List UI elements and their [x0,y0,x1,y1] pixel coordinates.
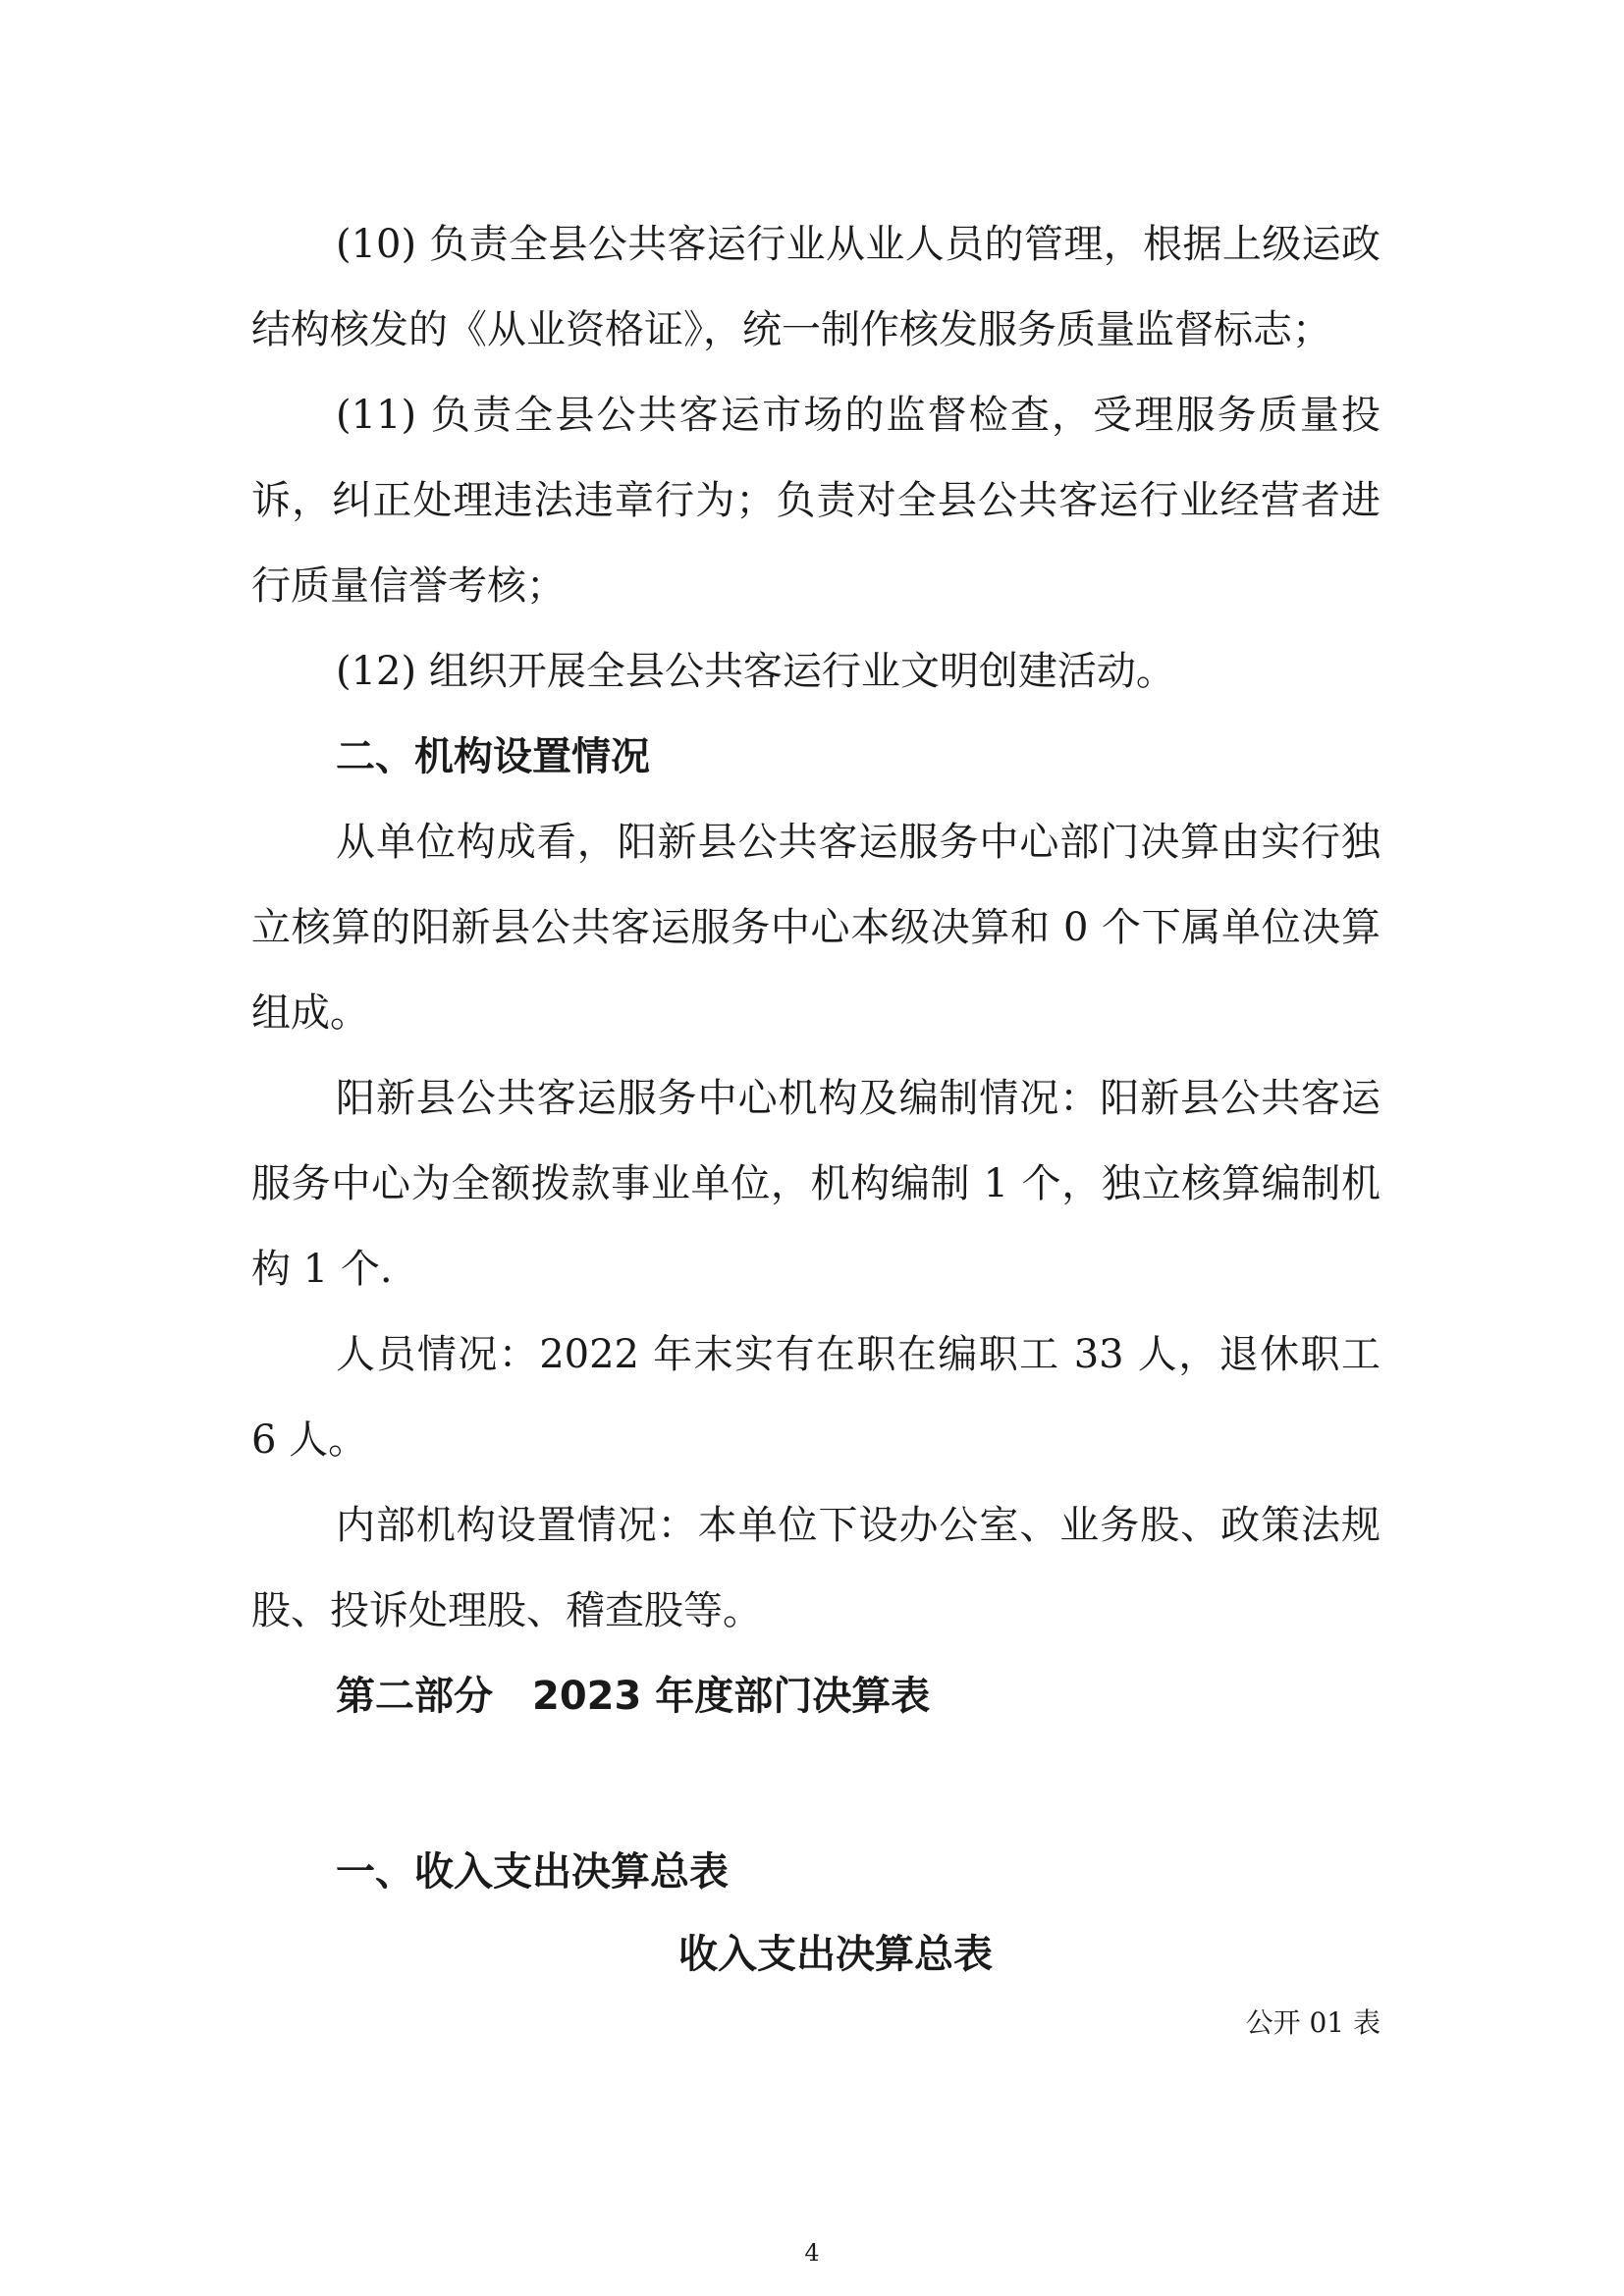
paragraph-unit-composition: 从单位构成看，阳新县公共客运服务中心部门决算由实行独立核算的阳新县公共客运服务中心本级决算和 0 个下属单位决算组成。 [251,820,1380,1036]
paragraph-personnel: 人员情况：2022 年末实有在职在编职工 33 人，退休职工 6 人。 [251,1332,1380,1463]
paragraph-item-10: (10) 负责全县公共客运行业从业人员的管理，根据上级运政结构核发的《从业资格证》，统一制作核发服务质量监督标志； [251,222,1380,352]
table-section-heading: 一、收入支出决算总表 [336,1849,729,1895]
paragraph-item-12: (12) 组织开展全县公共客运行业文明创建活动。 [336,649,1175,694]
spacer [251,1739,1380,1830]
part-two-title: 第二部分 2023 年度部门决算表 [336,1674,931,1719]
section-heading-organization: 二、机构设置情况 [336,734,650,779]
page-number: 4 [804,2239,820,2267]
table-title: 收入支出决算总表 [678,1932,993,1977]
paragraph-staffing: 阳新县公共客运服务中心机构及编制情况：阳新县公共客运服务中心为全额拨款事业单位，机构编制 1 个，独立核算编制机构 1 个. [251,1076,1380,1292]
paragraph-internal-structure: 内部机构设置情况：本单位下设办公室、业务股、政策法规股、投诉处理股、稽查股等。 [251,1503,1380,1633]
paragraph-item-11: (11) 负责全县公共客运市场的监督检查，受理服务质量投诉，纠正处理违法违章行为；负责对全县公共客运行业经营者进行质量信誉考核； [251,393,1380,609]
page-content [251,202,1380,2043]
table-code-label: 公开 01 表 [1245,2006,1380,2039]
